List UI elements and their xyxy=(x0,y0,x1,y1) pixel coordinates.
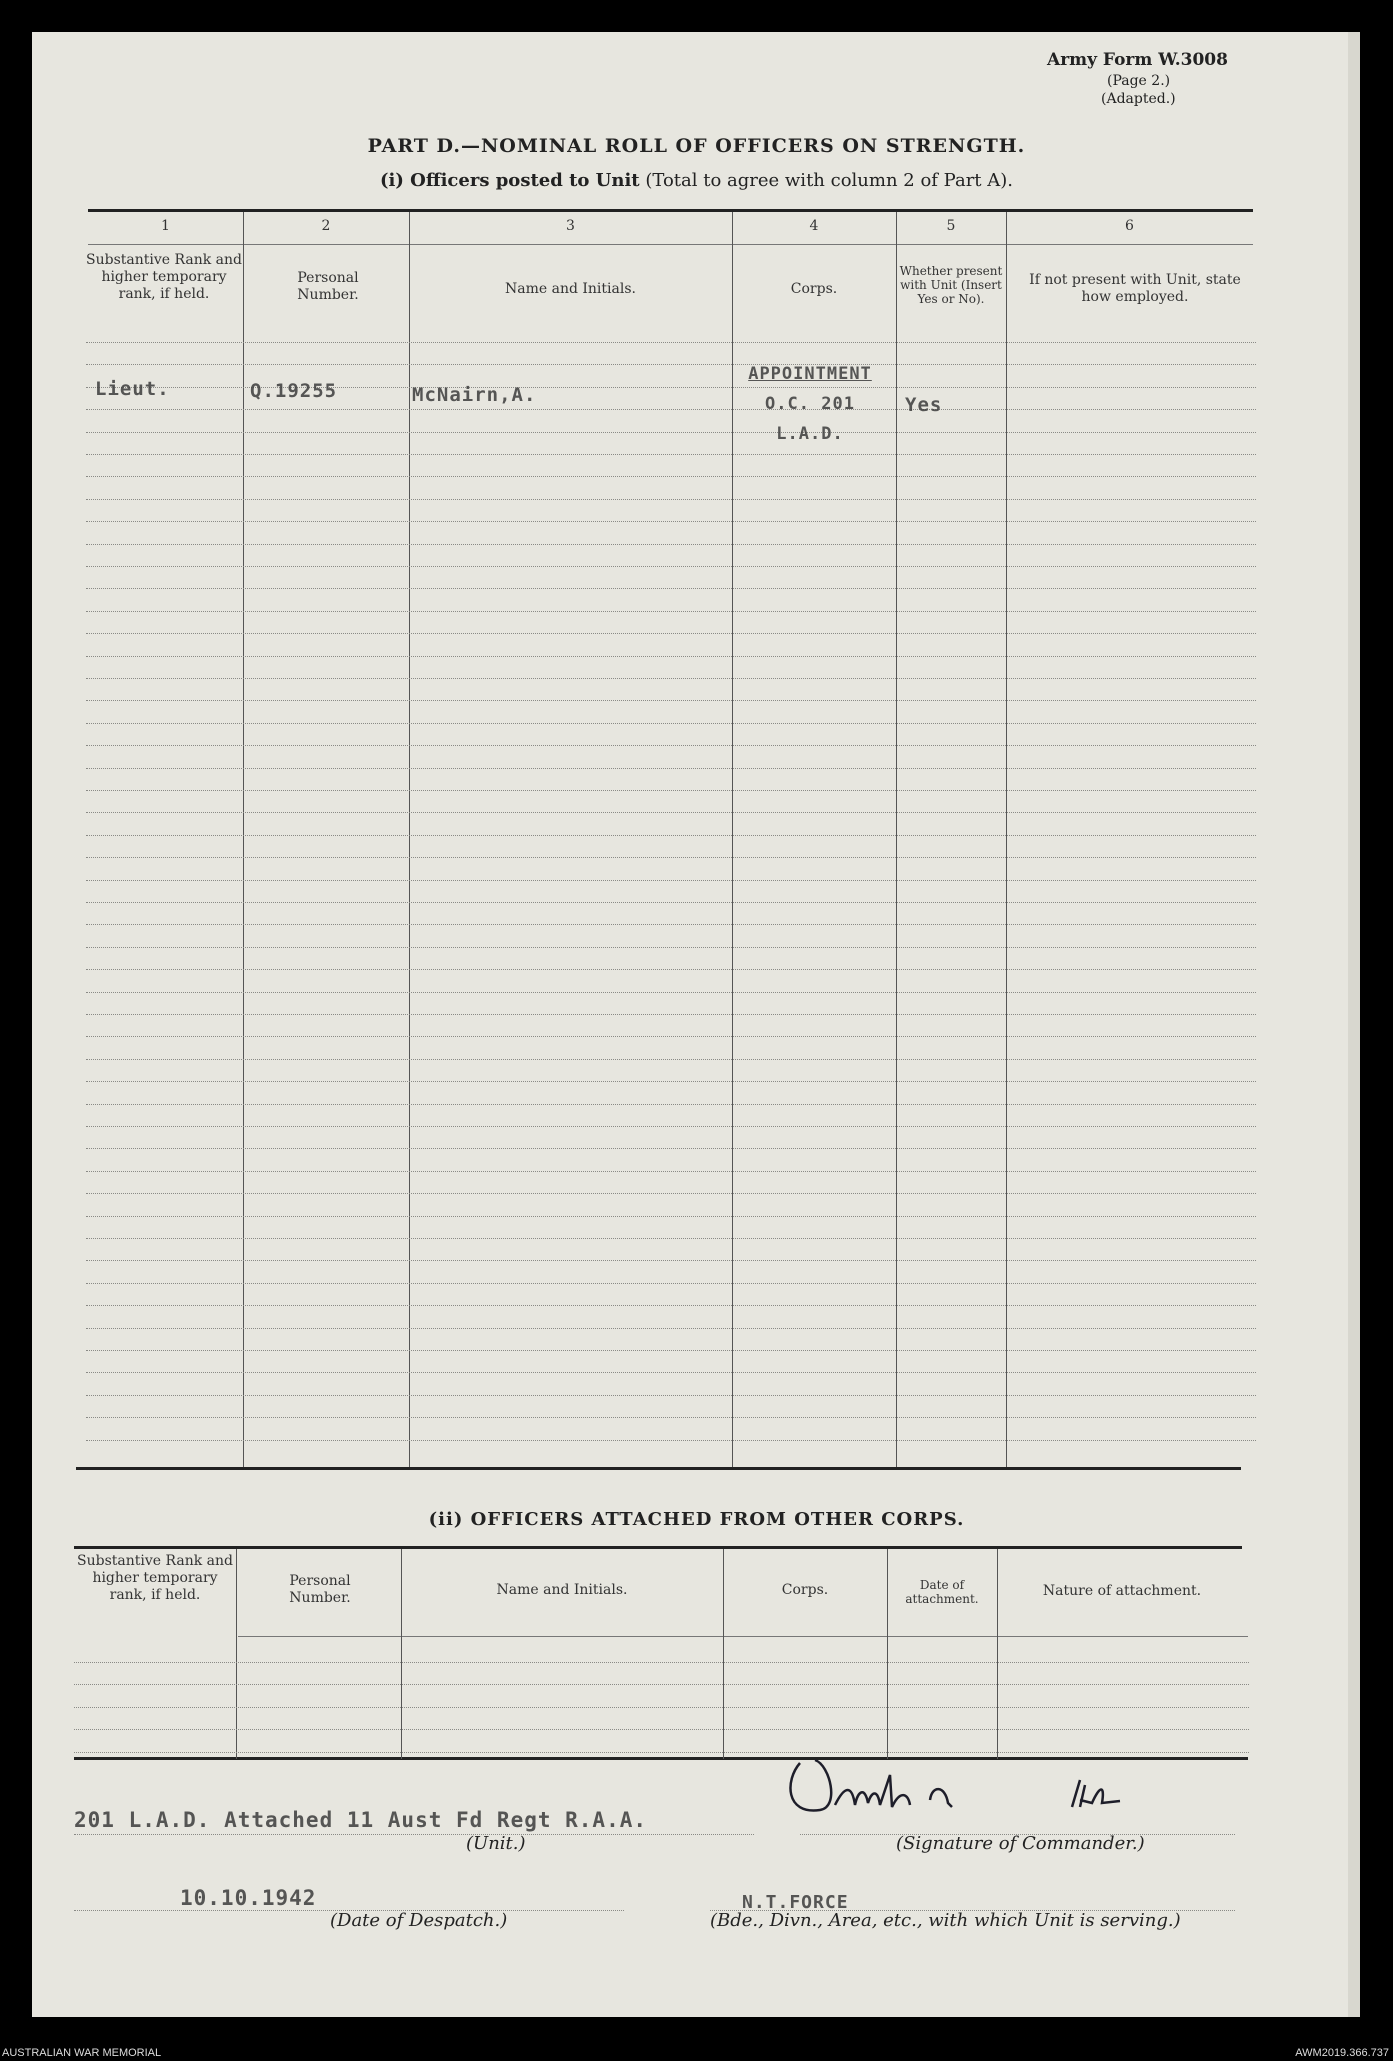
subtitle-bold: (i) Officers posted to Unit xyxy=(380,170,640,191)
entry-personal-number: Q.19255 xyxy=(250,380,338,402)
ruled-line xyxy=(86,588,1256,589)
table2-col-divider-3 xyxy=(723,1549,724,1759)
table1-bottom-rule xyxy=(76,1467,1241,1470)
table1-col-divider-2 xyxy=(409,212,410,1467)
form-page-number: (Page 2.) xyxy=(1107,73,1171,89)
ruled-line xyxy=(86,521,1256,522)
ruled-line xyxy=(86,1216,1256,1217)
table1-header-rule xyxy=(88,244,1253,245)
header-present: Whether present with Unit (Insert Yes or No). xyxy=(899,264,1003,306)
ruled-line xyxy=(86,476,1256,477)
t2-header-rank: Substantive Rank and higher temporary rank, if held. xyxy=(77,1553,233,1603)
ruled-line xyxy=(86,656,1256,657)
table2-top-rule xyxy=(74,1546,1242,1549)
table1-col-divider-5 xyxy=(1006,212,1007,1467)
ruled-line xyxy=(86,1260,1256,1261)
ruled-line xyxy=(86,723,1256,724)
ruled-line xyxy=(86,969,1256,970)
table1-top-rule xyxy=(88,209,1253,212)
ruled-line xyxy=(86,544,1256,545)
ruled-line xyxy=(74,1662,1249,1663)
entry-corps-line-2: O.C. 201 xyxy=(765,394,855,414)
entry-rank: Lieut. xyxy=(95,378,170,400)
ruled-line xyxy=(86,880,1256,881)
entry-corps-line-1: APPOINTMENT xyxy=(748,364,872,384)
commander-signature xyxy=(780,1745,1200,1835)
page-edge xyxy=(1348,32,1360,2017)
ruled-line xyxy=(86,1395,1256,1396)
serving-value: N.T.FORCE xyxy=(742,1892,849,1913)
ruled-line xyxy=(86,1440,1256,1441)
ruled-line xyxy=(86,1036,1256,1037)
ruled-line xyxy=(86,566,1256,567)
ruled-line xyxy=(86,1081,1256,1082)
ruled-line xyxy=(86,835,1256,836)
unit-label: (Unit.) xyxy=(466,1833,526,1854)
header-corps: Corps. xyxy=(790,281,838,297)
ruled-line xyxy=(86,1104,1256,1105)
date-label: (Date of Despatch.) xyxy=(330,1910,508,1931)
ruled-line xyxy=(86,678,1256,679)
ruled-line xyxy=(86,1238,1256,1239)
table2-col-divider-5 xyxy=(997,1549,998,1759)
ruled-line xyxy=(86,611,1256,612)
header-rank: Substantive Rank and higher temporary rank, if held. xyxy=(86,252,242,302)
ruled-line xyxy=(86,790,1256,791)
ruled-line xyxy=(86,409,1256,410)
ruled-line xyxy=(86,1372,1256,1373)
ruled-line xyxy=(86,768,1256,769)
table2-header-rule xyxy=(238,1636,1248,1637)
ruled-line xyxy=(86,902,1256,903)
archive-credit-right: AWM2019.366.737 xyxy=(1295,2047,1389,2059)
table1-col-divider-1 xyxy=(243,212,244,1467)
ruled-line xyxy=(86,812,1256,813)
entry-present: Yes xyxy=(905,394,943,416)
ruled-line xyxy=(86,633,1256,634)
entry-name: McNairn,A. xyxy=(412,384,537,406)
table2-col-divider-1 xyxy=(236,1549,237,1759)
t2-header-corps: Corps. xyxy=(781,1582,829,1598)
t2-header-personal-number: Personal Number. xyxy=(289,1573,351,1606)
ruled-line xyxy=(86,1350,1256,1351)
ruled-line xyxy=(86,947,1256,948)
header-employment: If not present with Unit, state how employed. xyxy=(1029,272,1241,305)
date-value: 10.10.1942 xyxy=(180,1886,317,1910)
t2-header-date: Date of attachment. xyxy=(905,1578,979,1606)
subtitle-rest: (Total to agree with column 2 of Part A). xyxy=(639,170,1013,191)
ruled-line xyxy=(86,857,1256,858)
header-name: Name and Initials. xyxy=(505,281,636,297)
ruled-line xyxy=(86,364,1256,365)
ruled-line xyxy=(86,1283,1256,1284)
col-number-3: 3 xyxy=(566,218,575,234)
form-page xyxy=(32,32,1360,2017)
ruled-line xyxy=(86,499,1256,500)
unit-value: 201 L.A.D. Attached 11 Aust Fd Regt R.A.A. xyxy=(74,1808,648,1832)
ruled-line xyxy=(86,992,1256,993)
ruled-line xyxy=(86,1148,1256,1149)
ruled-line xyxy=(86,454,1256,455)
ruled-line xyxy=(86,1126,1256,1127)
t2-header-nature: Nature of attachment. xyxy=(1042,1583,1202,1599)
ruled-line xyxy=(86,700,1256,701)
section-ii-title: (ii) OFFICERS ATTACHED FROM OTHER CORPS. xyxy=(428,1509,965,1530)
t2-header-name: Name and Initials. xyxy=(496,1582,628,1598)
ruled-line xyxy=(86,432,1256,433)
ruled-line xyxy=(86,1059,1256,1060)
ruled-line xyxy=(74,1684,1249,1685)
form-number: Army Form W.3008 xyxy=(1047,50,1228,70)
ruled-line xyxy=(74,1707,1249,1708)
form-adapted-note: (Adapted.) xyxy=(1101,91,1176,107)
ruled-line xyxy=(86,1193,1256,1194)
table2-col-divider-4 xyxy=(887,1549,888,1759)
part-d-subtitle xyxy=(0,170,1393,191)
entry-corps-line-3: L.A.D. xyxy=(776,424,844,444)
part-d-title: PART D.—NOMINAL ROLL OF OFFICERS ON STRENGTH. xyxy=(367,135,1026,157)
header-personal-number: Personal Number. xyxy=(297,270,359,303)
ruled-line xyxy=(74,1729,1249,1730)
ruled-line xyxy=(86,342,1256,343)
unit-line xyxy=(74,1834,754,1835)
archive-credit-left: AUSTRALIAN WAR MEMORIAL xyxy=(2,2047,162,2059)
col-number-5: 5 xyxy=(946,218,956,234)
ruled-line xyxy=(86,1014,1256,1015)
table2-col-divider-2 xyxy=(401,1549,402,1759)
col-number-1: 1 xyxy=(161,218,170,234)
ruled-line xyxy=(86,1305,1256,1306)
ruled-line xyxy=(86,745,1256,746)
ruled-line xyxy=(86,1171,1256,1172)
col-number-4: 4 xyxy=(809,218,819,234)
signature-label: (Signature of Commander.) xyxy=(896,1833,1145,1854)
col-number-2: 2 xyxy=(321,218,331,234)
col-number-6: 6 xyxy=(1125,218,1134,234)
ruled-line xyxy=(86,1328,1256,1329)
ruled-line xyxy=(86,924,1256,925)
serving-label: (Bde., Divn., Area, etc., with which Unit is serving.) xyxy=(710,1910,1181,1931)
ruled-line xyxy=(86,1417,1256,1418)
